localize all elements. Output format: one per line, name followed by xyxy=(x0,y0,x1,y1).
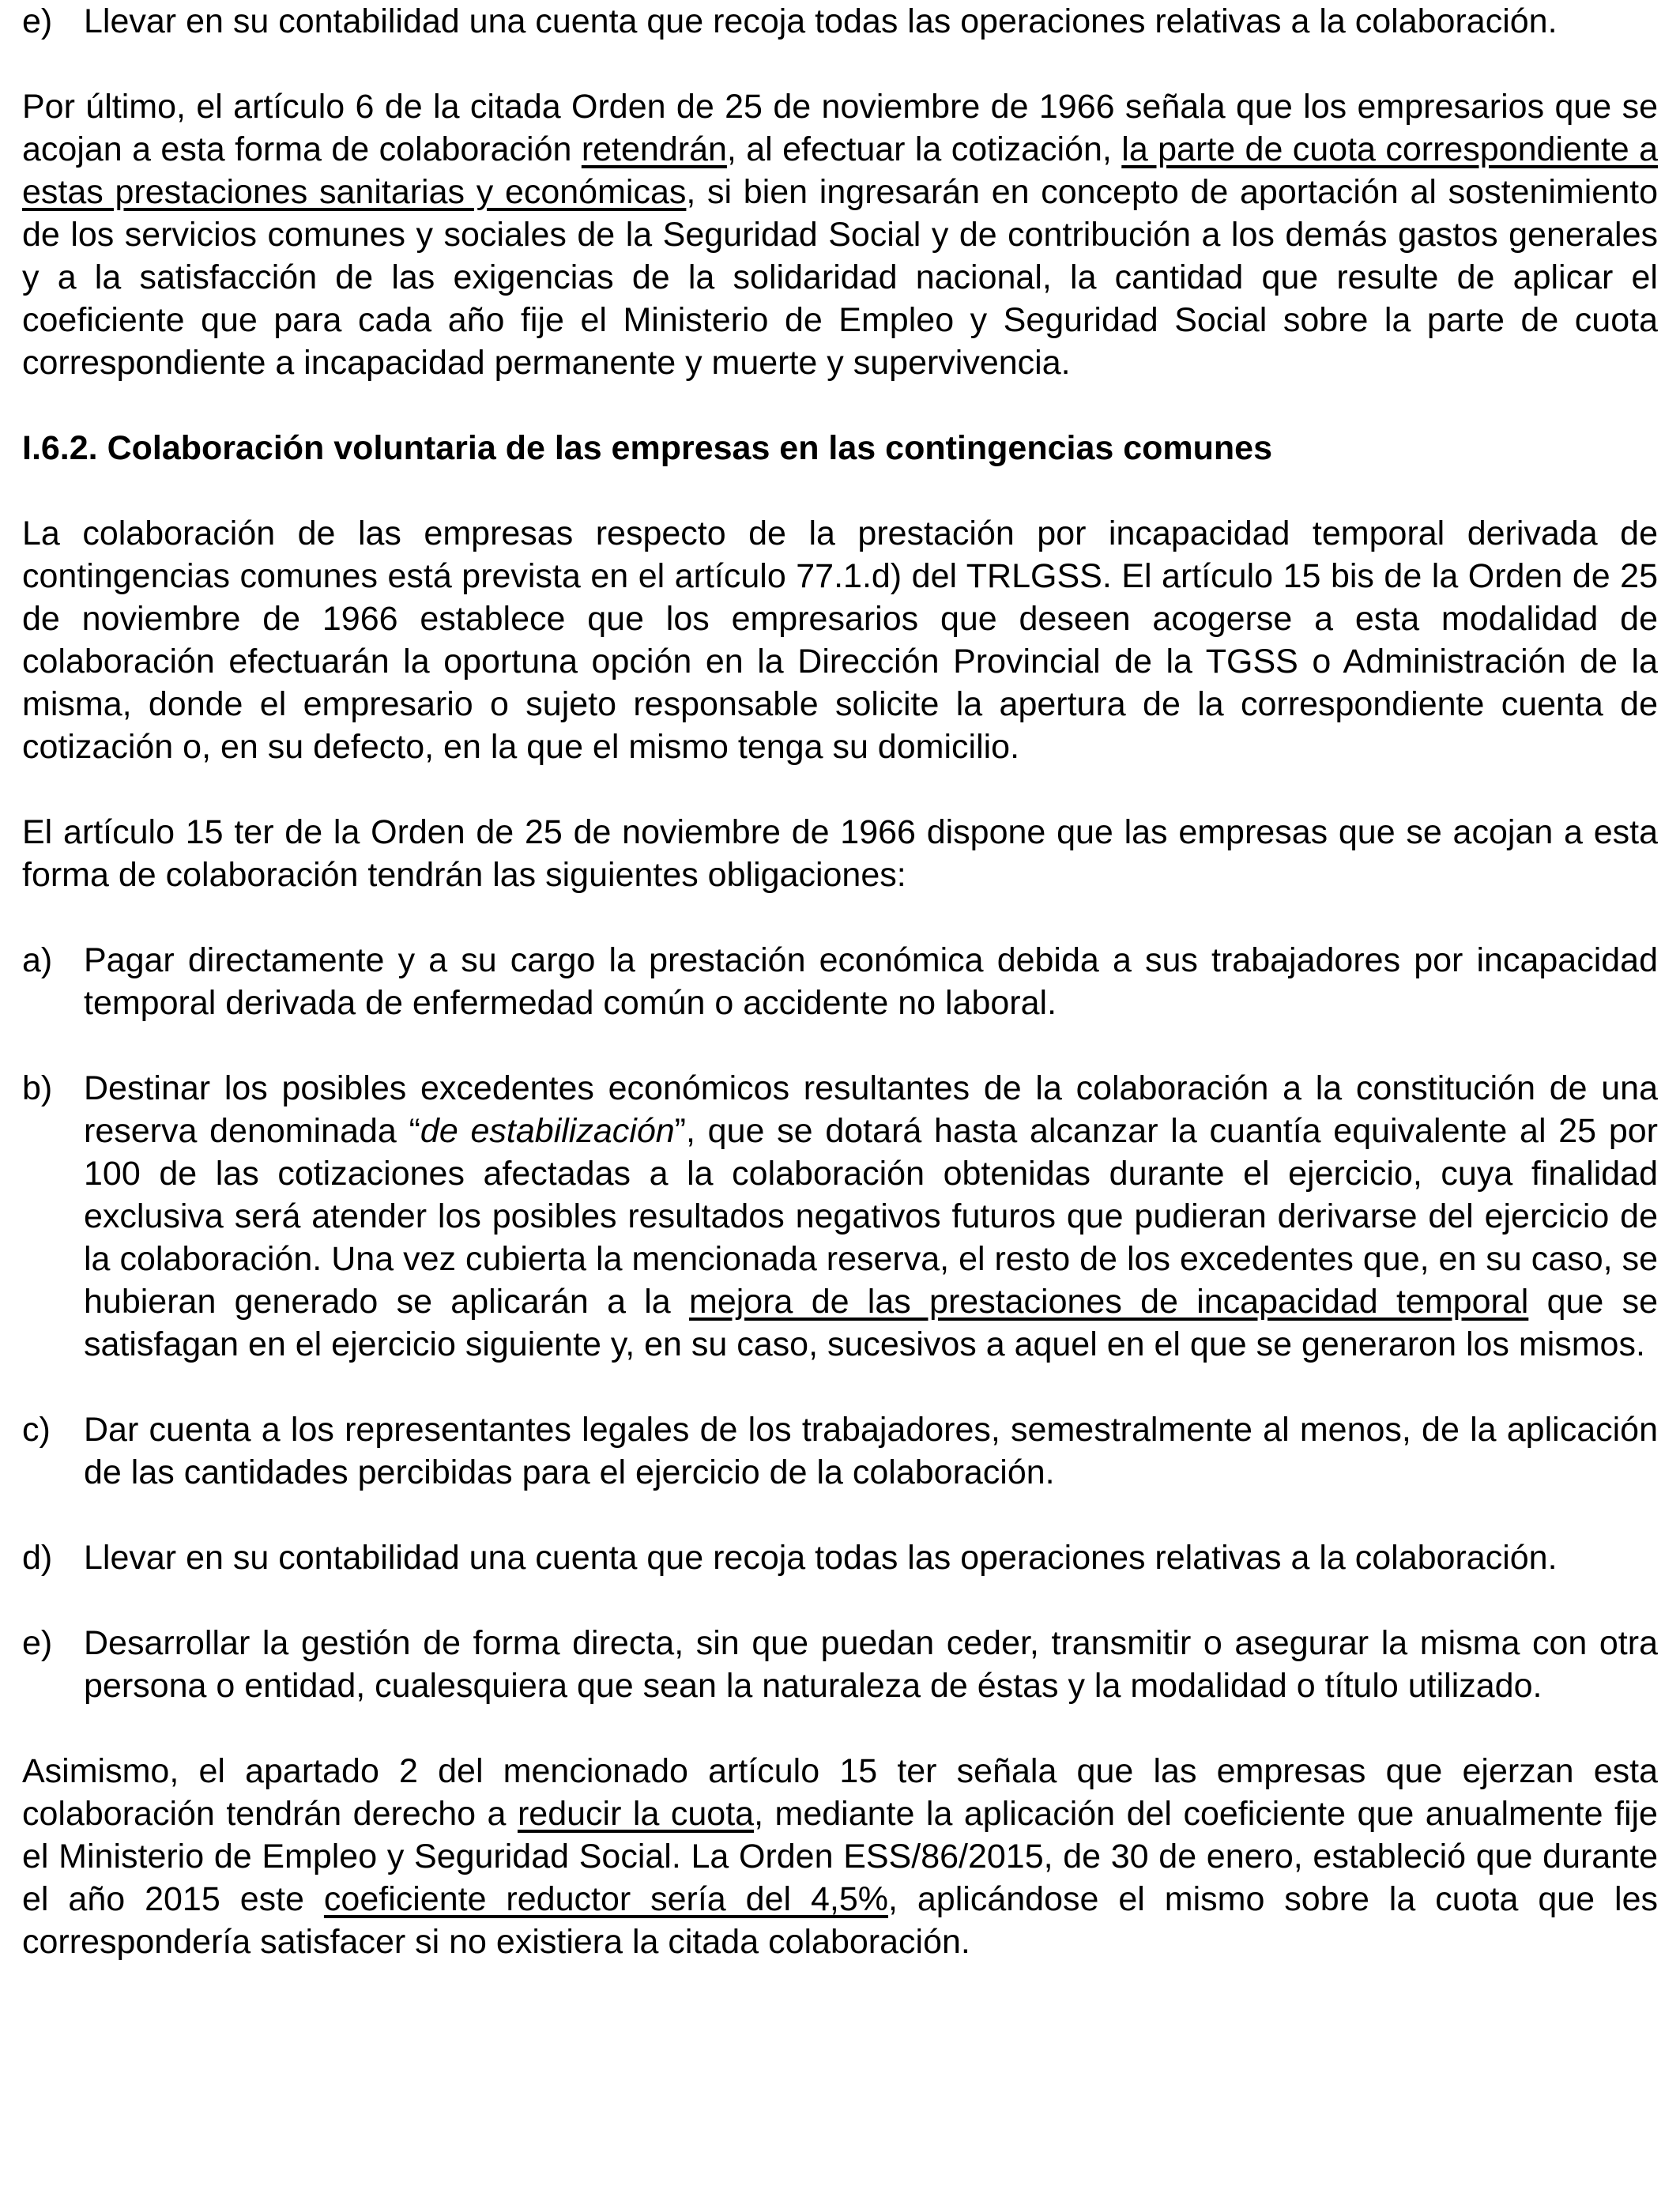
underlined-text: la parte de cuota correspondiente a estas prestaciones sanitarias y económicas xyxy=(22,130,1659,211)
list-item-text: Llevar en su contabilidad una cuenta que recoja todas las operaciones relativas a la colaboración. xyxy=(84,2,1558,40)
list-marker: d) xyxy=(22,1539,53,1577)
italic-text: de estabilización xyxy=(420,1112,675,1150)
text-run: ”, que se dotará hasta alcanzar la cuantía equivalente al 25 por 100 de las cotizaciones afectadas a la colaboración obtenidas durante el ejercicio, cuya finalidad exclusiva será atender los posibles resultados negativos futuros que pudieran derivarse del ejercicio de la colaboración. Una vez cubierta la mencionada reserva, el resto de los excedentes que, en su caso, se hubieran generado se aplicarán a la xyxy=(84,1112,1658,1321)
list-item-e xyxy=(22,1622,1658,1707)
list-marker: a) xyxy=(22,941,53,979)
list-marker: e) xyxy=(22,1624,53,1662)
list-item-text: Dar cuenta a los representantes legales de los trabajadores, semestralmente al menos, de la aplicación de las cantidades percibidas para el ejercicio de la colaboración. xyxy=(84,1411,1658,1491)
list-marker: b) xyxy=(22,1069,53,1107)
text-run: , al efectuar la cotización, xyxy=(726,130,1122,168)
list-item-text: Desarrollar la gestión de forma directa, sin que puedan ceder, transmitir o asegurar la misma con otra persona o entidad, cualesquiera que sean la naturaleza de éstas y la modalidad o título utilizado. xyxy=(84,1624,1658,1705)
text-run: , aplicándose el mismo sobre la cuota que les correspondería satisfacer si no existiera la citada colaboración. xyxy=(22,1880,1658,1961)
text-run: que se satisfagan en el ejercicio siguiente y, en su caso, sucesivos a aquel en el que se generaron los mismos. xyxy=(84,1283,1658,1363)
list-item-a xyxy=(22,939,1658,1024)
text-run: Asimismo, el apartado 2 del mencionado artículo 15 ter señala que las empresas que ejerzan esta colaboración tendrán derecho a xyxy=(22,1752,1658,1833)
paragraph-colaboracion: La colaboración de las empresas respecto de la prestación por incapacidad temporal derivada de contingencias comunes está prevista en el artículo 77.1.d) del TRLGSS. El artículo 15 bis de la Orden de 25 de noviembre de 1966 establece que los empresarios que deseen acogerse a esta modalidad de colaboración efectuarán la oportuna opción en la Dirección Provincial de la TGSS o Administración de la misma, donde el empresario o sujeto responsable solicite la apertura de la correspondiente cuenta de cotización o, en su defecto, en la que el mismo tenga su domicilio. xyxy=(22,515,1658,766)
list-item-b xyxy=(22,1067,1658,1366)
list-marker: e) xyxy=(22,2,53,40)
underlined-text: coeficiente reductor sería del 4,5% xyxy=(323,1880,888,1918)
list-item-text: Pagar directamente y a su cargo la prestación económica debida a sus trabajadores por incapacidad temporal derivada de enfermedad común o accidente no laboral. xyxy=(84,941,1658,1022)
list-marker: c) xyxy=(22,1411,51,1449)
list-item-d xyxy=(22,1536,1658,1579)
paragraph-article-6 xyxy=(22,85,1658,384)
list-item-c xyxy=(22,1408,1658,1494)
text-run: , mediante la aplicación del coeficiente que anualmente fije el Ministerio de Empleo y Seguridad Social. La Orden ESS/86/2015, de 30 de enero, estableció que durante el año 2015 este xyxy=(22,1795,1658,1918)
text-run: Por último, el artículo 6 de la citada Orden de 25 de noviembre de 1966 señala que los empresarios que se acojan a esta forma de colaboración xyxy=(22,88,1658,168)
list-item-text xyxy=(84,1067,1658,1366)
text-run: Destinar los posibles excedentes económicos resultantes de la colaboración a la constitución de una reserva denominada “ xyxy=(84,1069,1658,1150)
underlined-text: retendrán xyxy=(581,130,727,168)
list-item-e-top xyxy=(22,0,1658,43)
list-item-text: Llevar en su contabilidad una cuenta que recoja todas las operaciones relativas a la colaboración. xyxy=(84,1539,1558,1577)
document-page xyxy=(22,0,1658,2006)
text-run: , si bien ingresarán en concepto de aportación al sostenimiento de los servicios comunes y sociales de la Seguridad Social y de contribución a los demás gastos generales y a la satisfacción de las exigencias de la solidaridad nacional, la cantidad que resulte de aplicar el coeficiente que para cada año fije el Ministerio de Empleo y Seguridad Social sobre la parte de cuota correspondiente a incapacidad permanente y muerte y supervivencia. xyxy=(22,173,1658,382)
paragraph-reducir-cuota xyxy=(22,1750,1658,1963)
underlined-text: reducir la cuota xyxy=(517,1795,755,1833)
section-heading: I.6.2. Colaboración voluntaria de las empresas en las contingencias comunes xyxy=(22,429,1272,467)
paragraph-article-15-ter: El artículo 15 ter de la Orden de 25 de noviembre de 1966 dispone que las empresas que se acojan a esta forma de colaboración tendrán las siguientes obligaciones: xyxy=(22,813,1658,894)
underlined-text: mejora de las prestaciones de incapacidad temporal xyxy=(689,1283,1529,1321)
